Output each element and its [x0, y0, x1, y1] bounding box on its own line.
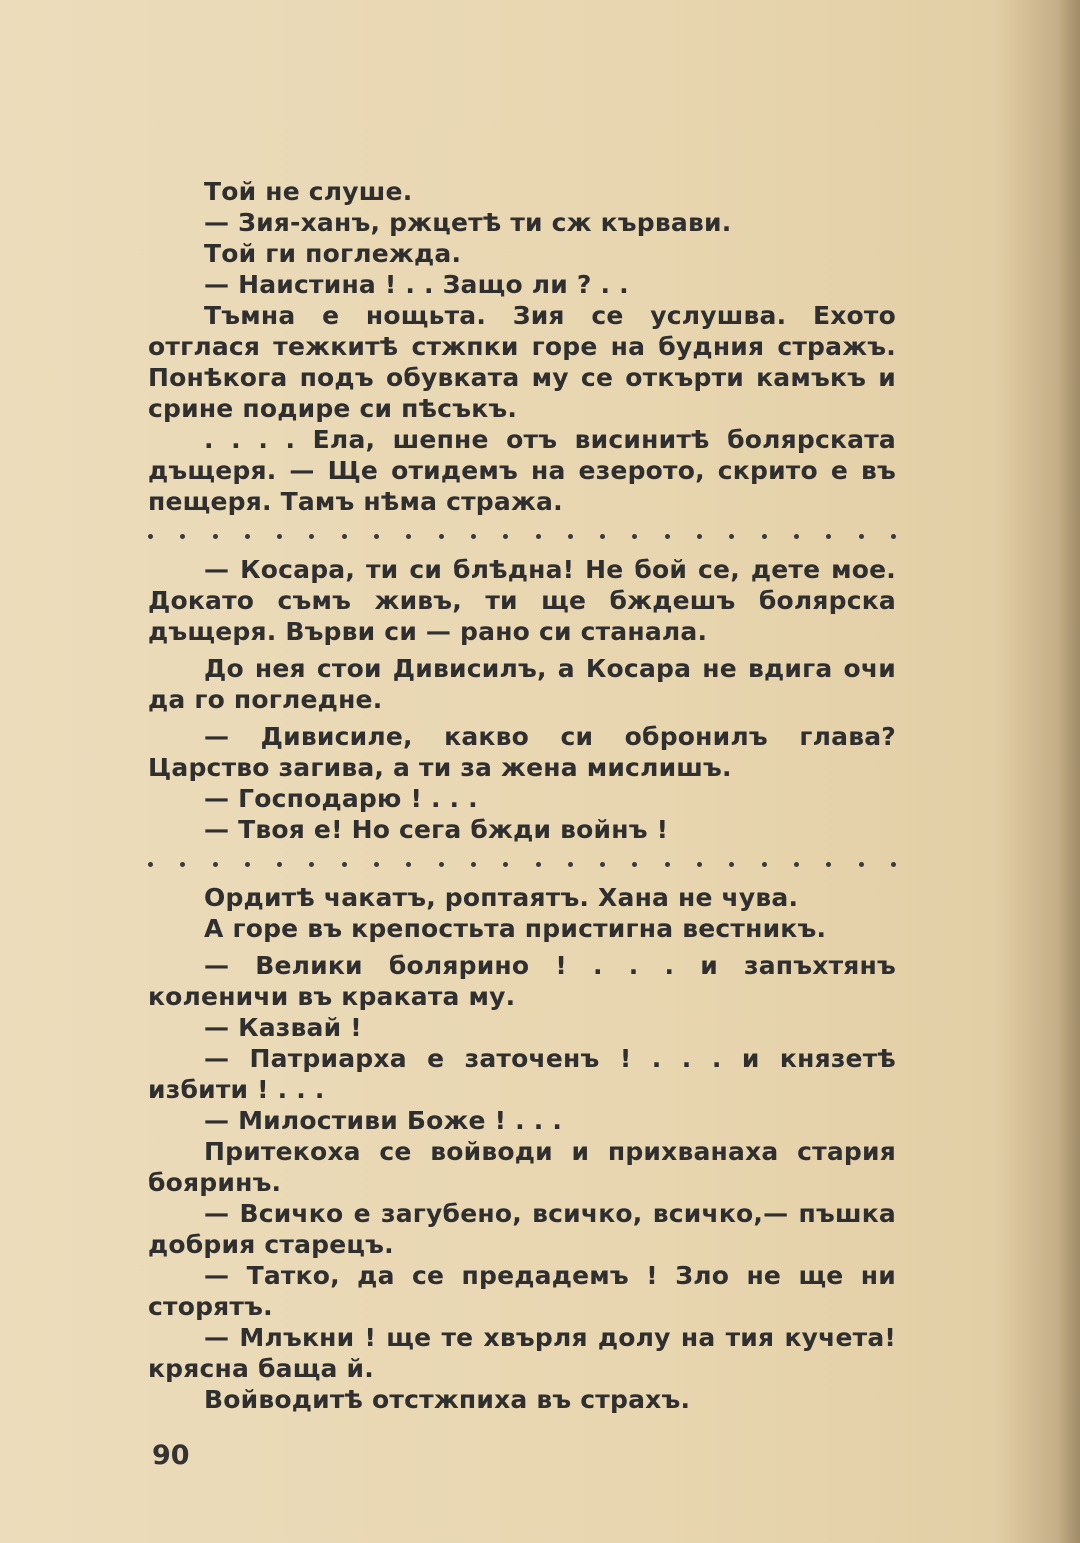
paragraph: Притекоха се войводи и прихванаха стария бояринъ. [148, 1137, 896, 1197]
paragraph: — Дивисиле, какво си обронилъ глава? Царство загива, а ти за жена мислишъ. [148, 722, 896, 782]
paragraph: Ордитѣ чакатъ, роптаятъ. Хана не чува. [204, 883, 799, 912]
dotted-separator [148, 849, 896, 880]
paragraph: — Млъкни ! ще те хвърля долу на тия кучета! крясна баща й. [148, 1323, 896, 1383]
paragraph: — Твоя е! Но сега бжди войнъ ! [204, 815, 669, 844]
paragraph: Войводитѣ отстжпиха въ страхъ. [204, 1385, 691, 1414]
page-edge-shadow [1058, 0, 1080, 1543]
page-text-block [148, 176, 896, 1415]
paragraph: — Косара, ти си блѣдна! Не бой се, дете мое. Докато съмъ живъ, ти ще бждешъ болярска дъщеря. Върви си — рано си станала. [148, 555, 896, 646]
paragraph: — Господарю ! . . . [204, 784, 478, 813]
page-number: 90 [152, 1440, 190, 1471]
paragraph: Той ги поглежда. [204, 239, 462, 268]
paragraph: Тъмна е нощьта. Зия се услушва. Ехото отглася тежкитѣ стжпки горе на будния стражъ. Понѣкога подъ обувката му се откърти камъкъ и срине подире си пѣсъкъ. [148, 301, 896, 423]
paragraph: . . . . Ела, шепне отъ висинитѣ болярската дъщеря. — Ще отидемъ на езерото, скрито е въ пещеря. Тамъ нѣма стража. [148, 425, 896, 516]
paragraph: — Милостиви Боже ! . . . [204, 1106, 563, 1135]
paragraph: — Патриарха е заточенъ ! . . . и князетѣ избити ! . . . [148, 1044, 896, 1104]
paragraph: А горе въ крепостьта пристигна вестникъ. [204, 914, 827, 943]
paragraph: — Казвай ! [204, 1013, 362, 1042]
paragraph: — Велики болярино ! . . . и запъхтянъ коленичи въ краката му. [148, 951, 896, 1011]
paragraph: — Зия-ханъ, ржцетѣ ти сж кървави. [204, 208, 732, 237]
paragraph: — Всичко е загубено, всичко, всичко,— пъшка добрия старецъ. [148, 1199, 896, 1259]
paragraph: Той не слуше. [204, 177, 413, 206]
paragraph: — Наистина ! . . Защо ли ? . . [204, 270, 629, 299]
dotted-separator [148, 521, 896, 552]
paragraph: — Татко, да се предадемъ ! Зло не ще ни сторятъ. [148, 1261, 896, 1321]
paragraph: До нея стои Дивисилъ, а Косара не вдига очи да го погледне. [148, 654, 896, 714]
